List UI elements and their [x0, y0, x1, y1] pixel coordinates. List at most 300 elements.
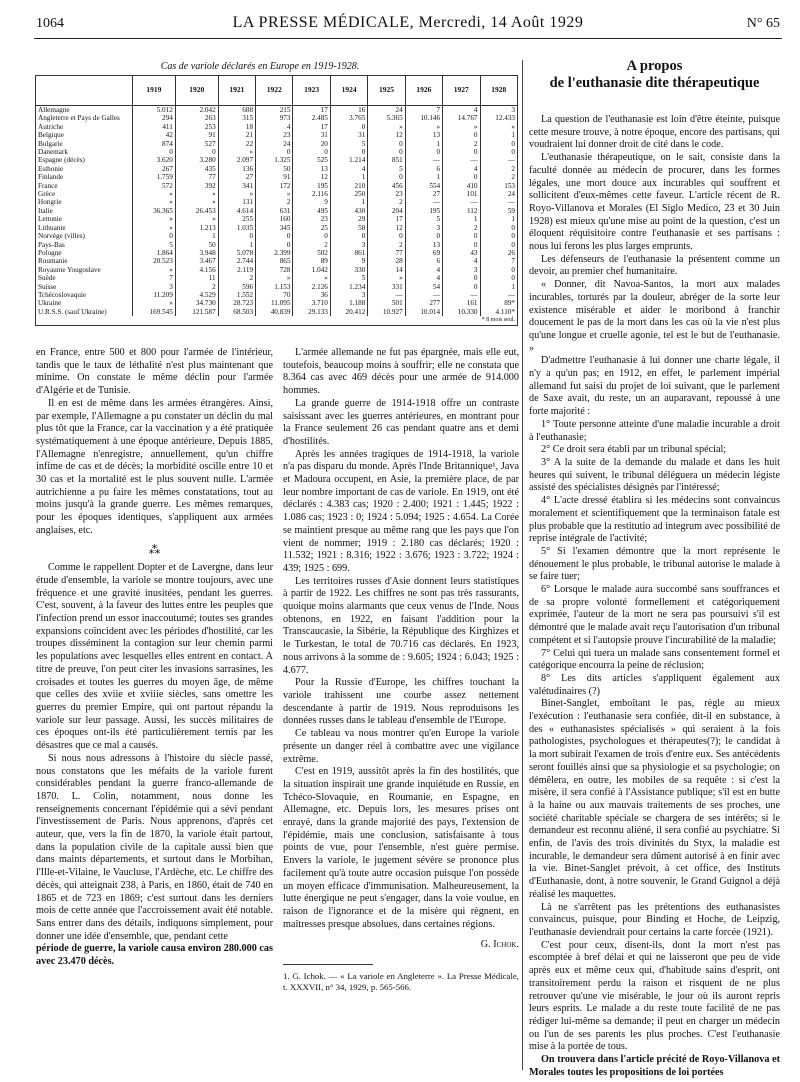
table-row: [36, 291, 518, 299]
table-cell-value: 0: [133, 232, 176, 240]
table-cell-value: 5: [405, 215, 442, 223]
table-cell-value: 255: [218, 215, 255, 223]
table-cell-value: 2: [368, 241, 405, 249]
table-cell-value: 3.467: [175, 257, 218, 265]
page-header: [36, 10, 780, 34]
table-cell-value: 91: [175, 131, 218, 139]
table-cell-value: 172: [256, 182, 293, 190]
table-cell-value: 2.116: [293, 190, 330, 198]
table-cell-value: 3.280: [175, 156, 218, 164]
table-cell-value: —: [480, 291, 518, 299]
table-cell-value: 91: [256, 173, 293, 181]
table-cell-value: 27: [218, 173, 255, 181]
table-cell-value: 572: [133, 182, 176, 190]
table-cell-value: 2: [443, 140, 480, 148]
table-cell-value: 169.545: [133, 308, 176, 316]
paragraph: Binet-Sanglet, emboîtant le pas, règle au mieux l'exécution : l'euthanasie sera confiée, dit-il en substance, à des « euthanasistes spécialisés » qui seraient à la fois pathologistes, psychologues et thérapeutes(?); le candidat à la mort subirait l'examen de trois d'entre eux. Ses antécédents seront fouillés ainsi que sa physiologie et sa psychologie; on démêlera, en outre, les mobiles de sa requête : si c'est la misère, il sera confié à l'Assistance publique; s'il est en butte à la haine ou aux mauvais traitements de ses proches, une société charitable spéciale se chargera de ses intérêts; si le demandeur est reconnu aliéné, il sera confié au psychiatre. Si enfin, de l'avis des trois divinités du Styx, la maladie est incurable, le demandeur sera dûment autorisé à en finir avec la vie. Binet-Sanglet prévoit, à cet office, des Instituts d'Euthanasie, dont, à notre souvenir, le Grand Guignol a déjà réalisé les maquettes.: [529, 698, 780, 900]
table-cell-value: 495: [293, 207, 330, 215]
paragraph: Pour la Russie d'Europe, les chiffres touchant la variole trahissent une courbe assez nettement descendante à partir de 1919. Nous reproduisons les données russes dans le tableau d'ensemble de l'Europe.: [283, 677, 519, 727]
table-row: [36, 241, 518, 249]
table-cell-value: 28.723: [218, 299, 255, 307]
table-cell-value: 0: [405, 148, 442, 156]
table-cell-value: 215: [256, 106, 293, 115]
table-cell-value: 596: [218, 283, 255, 291]
table-cell-value: 1: [405, 140, 442, 148]
table-cell-value: 31: [330, 131, 367, 139]
table-cell-value: »: [405, 123, 442, 131]
table-cell-value: 631: [256, 207, 293, 215]
table-cell-value: »: [368, 274, 405, 282]
table-cell-value: 0: [175, 148, 218, 156]
table-cell-country: Angleterre et Pays de Galles: [36, 114, 133, 122]
table-cell-value: 250: [330, 190, 367, 198]
table-cell-value: 2.126: [293, 283, 330, 291]
table-cell-value: —: [443, 198, 480, 206]
paragraph: 4° L'acte dressé établira si les médecins sont convaincus moralement et scientifiquement que la terminaison fatale est plus probable que la restitutio ad integrum avec possibilité de reprise intégrale de l'activité;: [529, 495, 780, 545]
table-cell-value: 16: [330, 106, 367, 115]
table-cell-value: 4: [443, 257, 480, 265]
table-cell-value: 0: [480, 224, 518, 232]
table-cell-value: 26.453: [175, 207, 218, 215]
table-cell-country: Suisse: [36, 283, 133, 291]
table-cell-value: »: [256, 274, 293, 282]
table-cell-value: 0: [368, 140, 405, 148]
table-cell-value: 851: [368, 156, 405, 164]
table-cell-value: 277: [405, 299, 442, 307]
table-cell-value: 0: [405, 232, 442, 240]
paragraph: C'est pour ceux, disent-ils, dont la mort n'est pas escomptée à bref délai et qui ne laisseront que peu de vide après eux et même ceux qui, d'habitude sains d'esprit, ont transitoirement perdu la raison et risquent de ne plus retrouver qu'une vie misérable, le jour où ils auront repris leurs esprits. Le malade a du reste toute facilité de ne pas rédiger lui-même sa demande; il peut en charger un médecin ou l'un de ses parents les plus proches. C'est l'euthanasie mise à la portée de tous.: [529, 939, 780, 1053]
journal-title: LA PRESSE MÉDICALE, Mercredi, 14 Août 1929: [232, 14, 584, 31]
table-header-year: 1924: [330, 76, 367, 106]
table-cell-value: »: [133, 215, 176, 223]
paragraph: 5° Si l'examen démontre que la mort représente le dénouement le plus probable, le tribunal autorise le malade à se faire tuer;: [529, 545, 780, 583]
table-cell-value: 315: [218, 114, 255, 122]
table-cell-value: 411: [133, 123, 176, 131]
table-cell-value: 4: [443, 106, 480, 115]
table-cell-value: 69: [405, 249, 442, 257]
table-cell-value: 3.948: [175, 249, 218, 257]
table-row: [36, 140, 518, 148]
table-cell-value: 7: [405, 106, 442, 115]
table-cell-value: 2: [480, 173, 518, 181]
table-cell-value: 36.365: [133, 207, 176, 215]
table-cell-value: 34.730: [175, 299, 218, 307]
paragraph: 3° A la suite de la demande du malade et dans les huit heures qui suivent, le tribunal déléguera un médecin légiste assisté des spécialistes désignés par l'intéressé;: [529, 456, 780, 494]
table-cell-value: 7: [480, 257, 518, 265]
table-cell-value: 7: [133, 274, 176, 282]
table-cell-value: »: [133, 299, 176, 307]
table-cell-value: 10.927: [368, 308, 405, 316]
table-cell-value: 25: [293, 224, 330, 232]
table-note-row: [36, 316, 518, 325]
table-row: [36, 148, 518, 156]
table-cell-value: 14.767: [443, 114, 480, 122]
table-cell-value: 2.485: [293, 114, 330, 122]
section-asterism: ⁂: [148, 542, 161, 557]
table-cell-value: 2: [175, 283, 218, 291]
table-cell-value: 77: [175, 173, 218, 181]
table-cell-value: 4: [405, 274, 442, 282]
table-cell-value: 27: [405, 190, 442, 198]
table-cell-value: »: [175, 215, 218, 223]
table-cell-value: 68.503: [218, 308, 255, 316]
table-cell-value: 11: [175, 274, 218, 282]
table-cell-value: »: [293, 274, 330, 282]
table-cell-value: 554: [405, 182, 442, 190]
table-cell-value: —: [405, 198, 442, 206]
table-cell-country: Norvège (villes): [36, 232, 133, 240]
table-cell-value: 2.399: [256, 249, 293, 257]
table-cell-value: 36: [293, 291, 330, 299]
table-cell-value: 2: [480, 165, 518, 173]
table-cell-value: 502: [293, 249, 330, 257]
paragraph: Ce tableau va nous montrer qu'en Europe la variole présente un danger réel à combattre avec une vigilance extrême.: [283, 728, 519, 765]
table-cell-value: 0: [443, 241, 480, 249]
table-cell-value: 3: [443, 266, 480, 274]
table-cell-value: —: [405, 291, 442, 299]
table-row: [36, 215, 518, 223]
table-cell-value: 874: [133, 140, 176, 148]
table-cell-value: 5.078: [218, 249, 255, 257]
table-cell-country: Belgique: [36, 131, 133, 139]
table-cell-value: 10.330: [443, 308, 480, 316]
table-cell-value: 0: [480, 232, 518, 240]
table-cell-value: 2: [218, 274, 255, 282]
table-cell-country: Bulgarie: [36, 140, 133, 148]
table-cell-value: 58: [330, 224, 367, 232]
table-header-year: 1919: [133, 76, 176, 106]
table-cell-country: Danemark: [36, 148, 133, 156]
table-cell-value: 4.614: [218, 207, 255, 215]
table-row: [36, 224, 518, 232]
table-cell-value: —: [443, 291, 480, 299]
table-cell-value: 23: [368, 190, 405, 198]
column-3: [529, 114, 780, 1079]
table-cell-value: 253: [175, 123, 218, 131]
table-row: [36, 114, 518, 122]
table-cell-value: 1: [405, 173, 442, 181]
table-cell-value: 0: [256, 232, 293, 240]
table-cell-value: 153: [480, 182, 518, 190]
table-cell-value: »: [256, 190, 293, 198]
table-cell-value: 101: [443, 190, 480, 198]
table-cell-value: 0: [480, 266, 518, 274]
table-cell-value: 21: [218, 131, 255, 139]
table-cell-value: 1: [480, 283, 518, 291]
table-cell-value: 2: [368, 198, 405, 206]
paragraph: Si nous nous adressons à l'histoire du siècle passé, nous constatons que les méfaits de la variole furent considérables pendant la guerre franco-allemande de 1870. L. Colin, notamment, nous donne les renseignements concernant l'épidémie qui a sévi pendant l'investissement de Paris. Nous apprenons, d'après cet auteur, que, vers la fin de 1870, la variole était partout, dans la population civile de la capitale aussi bien que dans maints départements, et surtout dans le Morbihan, l'Ille-et-Vilaine, le Vaucluse, l'Ardèche, etc. Le chiffre des décès, qui atteignait 238, à Paris, en 1860, était de 740 en 1865 et de 723 en 1869; c'est surtout dans les derniers mois de cette année que l'accroissement avait été notable. Sans entrer dans des détails, indiquons simplement, pour donner une idée d'ensemble, que, pendant cette: [36, 752, 273, 942]
table-row: [36, 165, 518, 173]
table-cell-value: 31: [293, 131, 330, 139]
smallpox-table: [35, 75, 518, 326]
table-cell-value: 14: [368, 266, 405, 274]
table-cell-value: 501: [368, 299, 405, 307]
table-cell-value: 12: [293, 173, 330, 181]
table-cell-value: 20.523: [133, 257, 176, 265]
table-cell-country: Italie: [36, 207, 133, 215]
table-cell-value: 13: [405, 241, 442, 249]
table-header-year: 1927: [443, 76, 480, 106]
table-cell-value: »: [133, 266, 176, 274]
table-cell-value: 4.529: [175, 291, 218, 299]
table-cell-value: 20.412: [330, 308, 367, 316]
paragraph: L'armée allemande ne fut pas épargnée, mais elle eut, toutefois, beaucoup moins à souffrir; elle ne constata que 8.364 cas avec 469 décès pour une armée de 914.000 hommes.: [283, 347, 519, 397]
table-cell-value: 42: [133, 131, 176, 139]
table-cell-value: 1.864: [133, 249, 176, 257]
table-cell-value: »: [480, 123, 518, 131]
footnote-rule: [283, 964, 373, 965]
table-cell-value: 89*: [480, 299, 518, 307]
table-cell-value: 195: [405, 207, 442, 215]
table-cell-value: 2: [256, 198, 293, 206]
table-cell-value: 17: [293, 106, 330, 115]
table-cell-value: 2: [443, 224, 480, 232]
table-cell-value: 3: [133, 283, 176, 291]
table-cell-value: 13: [405, 131, 442, 139]
table-cell-value: 50: [175, 241, 218, 249]
paragraph: C'est en 1919, aussitôt après la fin des hostilités, que la situation inspirait une grande inquiétude en Russie, en Tchéco-Slovaquie, en Roumanie, en Espagne, en Allemagne, etc. Depuis lors, les mesures prises ont enrayé, dans la grande majorité des pays, l'extension de l'épidémie, mais une conclusion, satisfaisante à tous points de vue, pour l'ensemble, n'est guère permise. Envers la variole, le jugement sévère se prononce plus facilement qu'à toute autre occasion puisque l'on possède un moyen efficace d'immunisation. Malheureusement, la lutte énergique ne peut s'engager, dans la voie voulue, en raison de l'ignorance et de la misère qui règnent, en maîtresses presque absolues, dans certaines régions.: [283, 766, 519, 930]
table-row: [36, 190, 518, 198]
table-cell-value: 112: [443, 207, 480, 215]
table-cell-value: 527: [175, 140, 218, 148]
table-cell-country: Grèce: [36, 190, 133, 198]
table-cell-value: 0: [330, 232, 367, 240]
paragraph: L'euthanasie thérapeutique, on le sait, consiste dans la faculté donnée au médecin de procurer, dans les formes légales, une mort douce aux incurables qui souffrent et sollicitent d'eux-mêmes cette faveur. L'article récent de R. Royo-Villanova et Morales (El Siglo Medico, 23 et 30 Juin 1928) est mieux qu'une mise au point de la question, c'est un éloquent réquisitoire contre l'euthanasie et ses partisans : nous lui ferons les plus larges emprunts.: [529, 152, 780, 253]
table-cell-value: »: [133, 190, 176, 198]
paragraph: Les territoires russes d'Asie donnent leurs statistiques à partir de 1922. Les chiffres ne sont pas très rassurants, quoique moins alarmants que ceux venus de l'Inde. Nous obtenons, en 1922, en faisant l'addition pour la Transcaucasie, la Sibérie, la République des Kirghizes et le Turkestan, le total de 70.716 cas déclarés. En 1923, nous arrivons à la somme de : 9.605; 1924 : 6.043; 1925 : 4.677.: [283, 575, 519, 676]
paragraph: On trouvera dans l'article précité de Royo-Villanova et Morales toutes les propositions de loi portées: [529, 1054, 780, 1078]
table-row: [36, 274, 518, 282]
table-cell-value: 0: [293, 148, 330, 156]
paragraph: 2° Ce droit sera établi par un tribunal spécial;: [541, 444, 727, 456]
table-cell-value: 0: [368, 173, 405, 181]
table-cell-value: 4: [443, 165, 480, 173]
table-cell-value: 0: [368, 148, 405, 156]
table-cell-country: Allemagne: [36, 106, 133, 115]
table-cell-value: 0: [330, 123, 367, 131]
table-cell-value: 12: [368, 224, 405, 232]
table-cell-value: »: [218, 148, 255, 156]
table-header-year: 1926: [405, 76, 442, 106]
table-cell-value: »: [175, 198, 218, 206]
table-cell-value: 6: [405, 165, 442, 173]
table-cell-value: 0: [133, 148, 176, 156]
table-cell-value: 24: [256, 140, 293, 148]
table-row: [36, 207, 518, 215]
table-cell-value: 1: [218, 241, 255, 249]
table-cell-value: 341: [218, 182, 255, 190]
table-cell-value: —: [480, 198, 518, 206]
table-cell-value: 26: [480, 249, 518, 257]
table-row: [36, 308, 518, 316]
table-cell-value: 204: [368, 207, 405, 215]
table-cell-value: 0: [293, 232, 330, 240]
table-cell-value: 4.110*: [480, 308, 518, 316]
table-cell-value: 294: [133, 114, 176, 122]
table-cell-value: 3.620: [133, 156, 176, 164]
table-cell-value: 345: [256, 224, 293, 232]
table-header-year: 1925: [368, 76, 405, 106]
table-cell-value: 263: [175, 114, 218, 122]
table-cell-country: Ukraine: [36, 299, 133, 307]
table-cell-value: 9: [330, 257, 367, 265]
table-cell-value: 5: [368, 165, 405, 173]
table-body: [36, 106, 518, 326]
table-cell-value: 17: [368, 215, 405, 223]
paragraph: D'admettre l'euthanasie à lui donner une charte légale, il n'y a qu'un pas; en 1912, en effet, le parlement impérial allemand fut saisi du projet de loi suivant, que le parlement de Saxe avait, du reste, un an auparavant, repoussé à une forte majorité :: [529, 355, 780, 418]
table-cell-value: 9: [293, 198, 330, 206]
table-cell-value: 131: [218, 198, 255, 206]
table-cell-value: 1.214: [330, 156, 367, 164]
table-cell-value: 121.587: [175, 308, 218, 316]
table-cell-value: 5: [330, 274, 367, 282]
footnote: 1. G. Ichok. — « La variole en Angleterre ». La Presse Médicale, t. XXXVII, n° 34, 1929, p. 565-566.: [283, 971, 519, 993]
table-cell-value: 3: [330, 241, 367, 249]
table-cell-value: 4: [330, 165, 367, 173]
header-rule: [34, 38, 782, 39]
table-cell-value: 0: [218, 232, 255, 240]
table-cell-value: 1.035: [218, 224, 255, 232]
paragraph: La grande guerre de 1914-1918 offre un contraste saisissant avec les guerres antérieures, en montrant pour la France seulement 26 cas pendant quatre ans et demi d'hostilités.: [283, 397, 519, 447]
table-header-year: 1923: [293, 76, 330, 106]
table-cell-value: 5: [133, 241, 176, 249]
paragraph: en France, entre 500 et 800 pour l'armée de l'intérieur, tandis que le taux de léthalité n'est plus maintenant que minime. On constate le même déclin pour l'armée d'Algérie et de Tunisie.: [36, 347, 273, 397]
table-cell-value: 59: [480, 207, 518, 215]
paragraph: Là ne s'arrêtent pas les prétentions des euthanasistes convaincus, puisque, pour Binding et Hoche, de Leipzig, l'euthanasie deviendrait pour certains la carte forcée (1921).: [529, 901, 780, 938]
table-cell-value: 161: [443, 299, 480, 307]
table-cell-value: 70: [256, 291, 293, 299]
table-cell-country: Lettonie: [36, 215, 133, 223]
paragraph: 1° Toute personne atteinte d'une maladie incurable a droit à l'euthanasie;: [529, 418, 780, 443]
table-cell-value: 3: [405, 224, 442, 232]
table-cell-value: 29.133: [293, 308, 330, 316]
table-cell-country: Roumanie: [36, 257, 133, 265]
table-caption: Cas de variole déclarés en Europe en 1919-1928.: [160, 61, 360, 72]
table-cell-value: »: [133, 198, 176, 206]
table-cell-value: 0: [443, 283, 480, 291]
table-cell-value: 22: [218, 140, 255, 148]
signature: G. Ichok.: [480, 939, 519, 951]
table-cell-value: 2.097: [218, 156, 255, 164]
table-cell-value: »: [443, 123, 480, 131]
table-cell-value: 1.188: [330, 299, 367, 307]
table-row: [36, 156, 518, 164]
table-cell-value: 17: [293, 123, 330, 131]
table-cell-value: 24: [368, 106, 405, 115]
article-title-line2: de l'euthanasie dite thérapeutique: [549, 75, 760, 91]
paragraph: Après les années tragiques de 1914-1918, la variole n'a pas disparu du monde. Après l'Inde Britannique¹, Java et Madoura occupent, en Asie, la première place, de par leur nombre important de cas de variole. En 1919, ont été déclarés : 4.383 cas; 1920 : 2.400; 1921 : 1.445; 1922 : 1.086 cas; 1923 : 0; 1924 : 5.094; 1925 : 4.654. La Corée se maintient presque au même rang que les pays que l'on vient de nommer; 1919 : 2.180 cas déclarés; 1920 : 11.532; 1921 : 8.316; 1922 : 3.676; 1923 : 3.722; 1924 : 439; 1925 : 699.: [283, 448, 519, 574]
table-row: [36, 249, 518, 257]
table-cell-value: 2.042: [175, 106, 218, 115]
table-cell-value: 0: [480, 274, 518, 282]
table-cell-value: 0: [330, 148, 367, 156]
table-cell-value: 1.325: [256, 156, 293, 164]
table-cell-country: Pays-Bas: [36, 241, 133, 249]
table-cell-value: 267: [133, 165, 176, 173]
table-note: * 8 mois seul.: [36, 316, 518, 325]
table-cell-value: 1.234: [330, 283, 367, 291]
article-title-line1: A propos: [626, 58, 683, 74]
table-cell-value: 23: [256, 131, 293, 139]
table-cell-value: 43: [443, 249, 480, 257]
table-row: [36, 182, 518, 190]
table-cell-value: 160: [256, 215, 293, 223]
table-cell-value: 1.153: [256, 283, 293, 291]
table-cell-value: »: [368, 123, 405, 131]
table-cell-value: 688: [218, 106, 255, 115]
table-row: [36, 131, 518, 139]
paragraph: « Donner, dit Navoa-Santos, la mort aux malades incurables, torturés par la douleur, abréger de la sorte leur existence misérable et aider le moribond à franchir doucement le pas de la mort dans les cas où la vie n'est plus qu'une longue et cruelle agonie, tel est le but de l'euthanasie. »: [529, 279, 780, 354]
table-header-row: [36, 76, 518, 106]
table-header-year: 1920: [175, 76, 218, 106]
table-cell-value: 89: [293, 257, 330, 265]
table-cell-value: 728: [256, 266, 293, 274]
table-cell-country: Tchécoslovaquie: [36, 291, 133, 299]
table-cell-value: 3: [480, 106, 518, 115]
table-cell-value: 5.365: [368, 114, 405, 122]
table-cell-value: —: [368, 291, 405, 299]
table-cell-value: 195: [293, 182, 330, 190]
paragraph: Comme le rappellent Dopter et de Lavergne, dans leur étude d'ensemble, la variole se montre toujours, avec une fréquence et une gravité inusitées, pendant les guerres. C'est, souvent, à la faveur des luttes entre les peuples que l'infection prend un essor inaccoutumé; toutes ses grandes expansions coïncident avec les périodes d'hostilité, car les troupes disséminent la contagion sur leur chemin parmi les populations avec lesquelles elles entrent en contact. A titre de preuve, l'on peut citer les invasions sarrasines, les croisades et toutes les guerres du moyen âge, de même que celles des xviie et xviiie siècles, sans omettre les guerres du premier Empire, qui ont partout répandu la variole sur leur passage. Aussi, les succès militaires de ces époques ont-ils été particulièrement ternis par les désastres que ce mal a causés.: [36, 562, 273, 752]
table-cell-value: 435: [175, 165, 218, 173]
table-header-year: 1922: [256, 76, 293, 106]
table-cell-value: 861: [330, 249, 367, 257]
table-cell-value: 525: [293, 156, 330, 164]
table-cell-country: France: [36, 182, 133, 190]
table-cell-value: 1: [175, 232, 218, 240]
table-cell-value: 40.839: [256, 308, 293, 316]
table-cell-value: 4.156: [175, 266, 218, 274]
paragraph-bold: période de guerre, la variole causa environ 280.000 cas avec 23.470 décès.: [36, 943, 273, 968]
table-cell-country: Suède: [36, 274, 133, 282]
table-cell-value: 18: [218, 123, 255, 131]
table-cell-value: 11.095: [256, 299, 293, 307]
table-cell-value: 4: [256, 123, 293, 131]
table-cell-value: 973: [256, 114, 293, 122]
issue-number: N° 65: [746, 16, 780, 31]
table-cell-value: 2: [293, 241, 330, 249]
table-row: [36, 299, 518, 307]
table-cell-value: 410: [443, 182, 480, 190]
table-header-country: [36, 76, 133, 106]
paragraph: Les défenseurs de l'euthanasie la présentent comme un devoir, au premier chef humanitaire.: [529, 253, 780, 278]
table-cell-value: »: [175, 190, 218, 198]
table-cell-country: Pologne: [36, 249, 133, 257]
table-cell-value: 1: [330, 173, 367, 181]
table-cell-value: 1: [330, 198, 367, 206]
table-cell-value: 5.012: [133, 106, 176, 115]
table-cell-value: 0: [480, 241, 518, 249]
table-cell-value: 330: [330, 266, 367, 274]
table-cell-value: 12: [368, 131, 405, 139]
article-title: [529, 58, 780, 92]
table-cell-value: 1.213: [175, 224, 218, 232]
table-cell-value: 0: [443, 173, 480, 181]
table-cell-value: 0: [443, 232, 480, 240]
table-cell-value: 0: [368, 232, 405, 240]
table-row: [36, 232, 518, 240]
column-1: [36, 347, 273, 969]
table-cell-value: —: [480, 156, 518, 164]
table-cell-value: 0: [443, 148, 480, 156]
table-row: [36, 283, 518, 291]
table-cell-value: 392: [175, 182, 218, 190]
paragraph: 6° Lorsque le malade aura succombé sans souffrances et de sa propre volonté formellement et catégoriquement exprimée, l'auteur de la mort ne sera pas poursuivi s'il est démontré que le malade avait reçu l'autorisation d'un tribunal compétent et si l'autopsie prouve l'incurabilité de la maladie;: [529, 584, 780, 646]
table-cell-value: 0: [443, 131, 480, 139]
table-row: [36, 123, 518, 131]
table-cell-value: 3: [330, 291, 367, 299]
table-cell-country: Lithuanie: [36, 224, 133, 232]
